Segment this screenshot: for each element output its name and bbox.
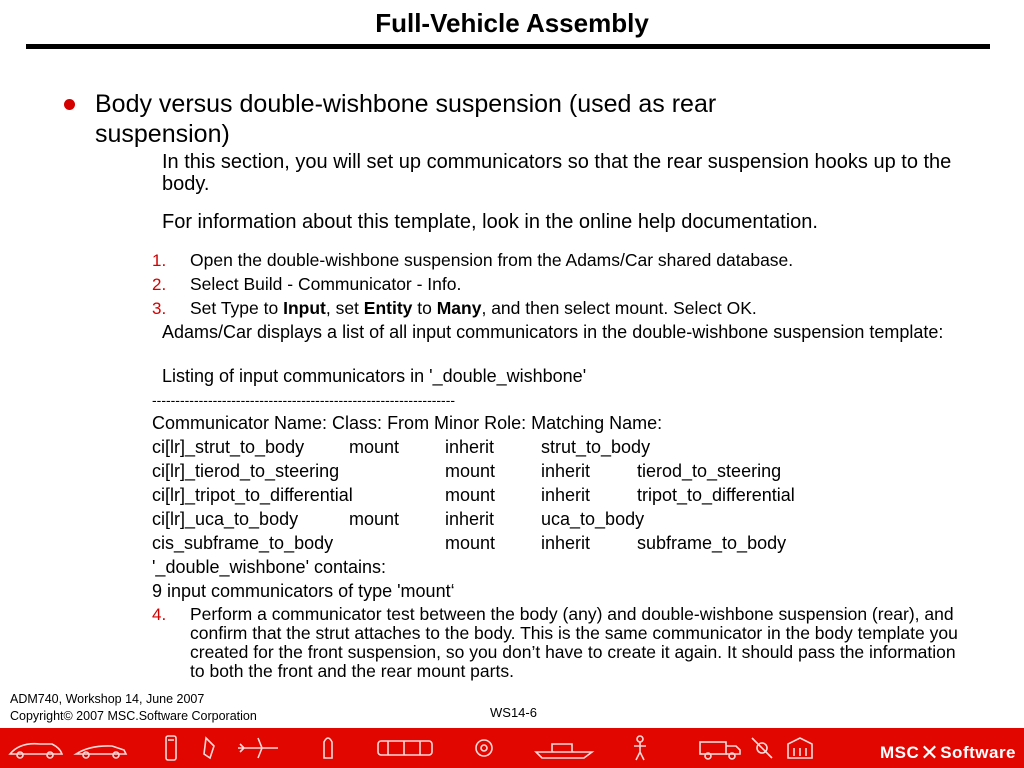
airplane-icon	[238, 738, 278, 758]
rocket-icon	[324, 738, 332, 758]
page-title: Full-Vehicle Assembly	[375, 8, 649, 38]
step-3-part: , and then select mount. Select OK.	[481, 298, 757, 318]
row-1-match: strut_to_body	[541, 437, 651, 457]
step-3-text	[190, 299, 970, 318]
step-2-number: 2.	[152, 275, 167, 294]
step-3-part: , set	[325, 298, 364, 318]
person-icon	[634, 736, 646, 760]
footer-info	[10, 691, 257, 725]
step-3-bold-input: Input	[283, 298, 326, 318]
listing-divider: -----------------------------------------------------------------	[152, 392, 456, 408]
train-icon	[378, 741, 432, 755]
building-icon	[788, 738, 812, 758]
row-1-role: inherit	[445, 437, 495, 457]
step-3-bold-entity: Entity	[363, 298, 413, 318]
satellite-icon	[752, 738, 772, 758]
row-3-name: ci[lr]_tripot_to_differential	[152, 485, 353, 505]
logo-software: Software	[940, 743, 1017, 762]
listing-columns: Communicator Name: Class: From Minor Role: Matching Name:	[152, 413, 663, 433]
listing-count: 9 input communicators of type 'mount‘	[152, 581, 455, 601]
step-3-part: Set Type to	[190, 298, 284, 318]
listing-contains: '_double_wishbone' contains:	[152, 557, 387, 577]
row-5-name: cis_subframe_to_body	[152, 533, 334, 553]
footer-course: ADM740, Workshop 14, June 2007	[10, 692, 205, 706]
row-4-name: ci[lr]_uca_to_body	[152, 509, 299, 529]
row-2-name: ci[lr]_tierod_to_steering	[152, 461, 340, 481]
step-1-number: 1.	[152, 251, 167, 270]
logo-msc: MSC	[880, 743, 920, 762]
row-3-role: inherit	[541, 485, 591, 505]
listing-intro: Adams/Car displays a list of all input communicators in the double-wishbone suspension template:	[162, 322, 944, 342]
step-1-text: Open the double-wishbone suspension from the Adams/Car shared database.	[190, 250, 794, 270]
row-3-class: mount	[445, 485, 496, 505]
row-1-name: ci[lr]_strut_to_body	[152, 437, 305, 457]
row-4-match: uca_to_body	[541, 509, 645, 529]
step-3-bold-many: Many	[436, 298, 482, 318]
step-3-part: to	[412, 298, 437, 318]
row-2-match: tierod_to_steering	[637, 461, 782, 481]
row-5-role: inherit	[541, 533, 591, 553]
row-5-class: mount	[445, 533, 496, 553]
main-bullet-text: Body versus double-wishbone suspension (used as rear suspension)	[95, 90, 717, 148]
sports-car-icon	[76, 746, 126, 758]
help-paragraph: For information about this template, look in the online help documentation.	[162, 211, 818, 233]
car-icon	[10, 744, 62, 758]
step-4-text: Perform a communicator test between the body (any) and double-wishbone suspension (rear), and confirm that the strut attaches to the body. This is the same communicator in the body template you created for the front suspension, so you don’t have to create it again. It should pass the information to both the front and the rear mount parts.	[190, 604, 958, 681]
step-3-number: 3.	[152, 299, 167, 318]
row-2-class: mount	[445, 461, 496, 481]
truck-icon	[700, 742, 740, 759]
row-1-class: mount	[349, 437, 400, 457]
page-number: WS14-6	[490, 705, 537, 720]
row-4-class: mount	[349, 509, 400, 529]
row-4-role: inherit	[445, 509, 495, 529]
row-2-role: inherit	[541, 461, 591, 481]
gear-icon	[476, 740, 492, 756]
intro-paragraph: In this section, you will set up communicators so that the rear suspension hooks up to the body.	[162, 151, 952, 195]
step-4-number: 4.	[152, 605, 167, 624]
phone-icon	[166, 736, 176, 760]
vehicle-icons	[0, 728, 860, 768]
step-2-text: Select Build - Communicator - Info.	[190, 274, 462, 294]
footer-copyright: Copyright© 2007 MSC.Software Corporation	[10, 709, 257, 723]
row-5-match: subframe_to_body	[637, 533, 787, 553]
logo-x: ✕	[920, 740, 940, 765]
msc-software-logo	[880, 738, 1016, 764]
listing-heading: Listing of input communicators in '_double_wishbone'	[162, 366, 587, 386]
ship-icon	[536, 744, 592, 758]
bullet-icon	[64, 99, 75, 110]
brand-bar	[0, 728, 1024, 768]
tool-icon	[204, 738, 214, 758]
title-rule	[26, 44, 990, 49]
row-3-match: tripot_to_differential	[637, 485, 795, 505]
